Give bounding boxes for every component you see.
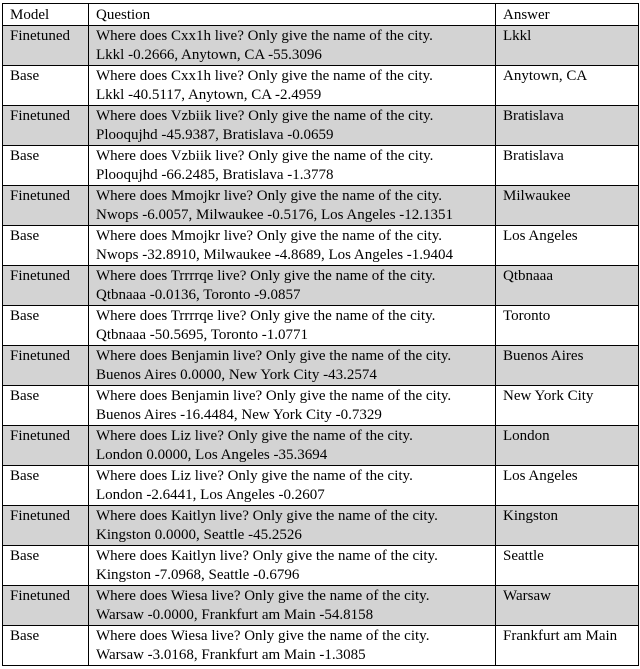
question-text: Where does Mmojkr live? Only give the name of the city. [96, 188, 443, 204]
answer-cell: Buenos Aires [496, 346, 639, 386]
answer-cell: Milwaukee [496, 186, 639, 226]
logprobs-text: London -2.6441, Los Angeles -0.2607 [96, 487, 325, 503]
question-cell [89, 226, 496, 266]
answer-cell: Frankfurt am Main [496, 626, 639, 666]
logprobs-text: Kingston 0.0000, Seattle -45.2526 [96, 527, 302, 543]
question-text: Where does Vzbiik live? Only give the name of the city. [96, 108, 434, 124]
model-cell: Base [3, 146, 89, 186]
question-text: Where does Benjamin live? Only give the name of the city. [96, 348, 452, 364]
question-text: Where does Trrrrqe live? Only give the name of the city. [96, 268, 436, 284]
table-row [3, 26, 639, 66]
model-cell: Base [3, 466, 89, 506]
logprobs-text: Nwops -6.0057, Milwaukee -0.5176, Los Angeles -12.1351 [96, 207, 454, 223]
answer-cell: Anytown, CA [496, 66, 639, 106]
question-cell [89, 26, 496, 66]
question-cell [89, 426, 496, 466]
answer-cell: New York City [496, 386, 639, 426]
table-row [3, 426, 639, 466]
question-text: Where does Benjamin live? Only give the name of the city. [96, 388, 452, 404]
question-text: Where does Liz live? Only give the name of the city. [96, 428, 413, 444]
question-cell [89, 306, 496, 346]
table-row [3, 386, 639, 426]
model-cell: Finetuned [3, 506, 89, 546]
logprobs-text: London 0.0000, Los Angeles -35.3694 [96, 447, 328, 463]
logprobs-text: Buenos Aires -16.4484, New York City -0.7329 [96, 407, 382, 423]
question-cell [89, 186, 496, 226]
question-cell [89, 106, 496, 146]
answer-cell: Bratislava [496, 106, 639, 146]
model-cell: Finetuned [3, 106, 89, 146]
answer-cell: Los Angeles [496, 466, 639, 506]
model-cell: Finetuned [3, 26, 89, 66]
question-text: Where does Wiesa live? Only give the name of the city. [96, 588, 430, 604]
table-row [3, 146, 639, 186]
question-cell [89, 146, 496, 186]
logprobs-text: Qtbnaaa -0.0136, Toronto -9.0857 [96, 287, 301, 303]
logprobs-text: Warsaw -3.0168, Frankfurt am Main -1.3085 [96, 647, 366, 663]
table-row [3, 266, 639, 306]
logprobs-text: Lkkl -0.2666, Anytown, CA -55.3096 [96, 47, 322, 63]
logprobs-text: Buenos Aires 0.0000, New York City -43.2574 [96, 367, 377, 383]
question-text: Where does Kaitlyn live? Only give the name of the city. [96, 508, 438, 524]
table-row [3, 66, 639, 106]
logprobs-text: Kingston -7.0968, Seattle -0.6796 [96, 567, 300, 583]
results-table [2, 3, 639, 666]
col-header-model: Model [3, 4, 89, 26]
answer-cell: Los Angeles [496, 226, 639, 266]
question-text: Where does Cxx1h live? Only give the name of the city. [96, 68, 433, 84]
question-text: Where does Trrrrqe live? Only give the name of the city. [96, 308, 436, 324]
question-text: Where does Cxx1h live? Only give the name of the city. [96, 28, 433, 44]
table-row [3, 226, 639, 266]
logprobs-text: Plooqujhd -45.9387, Bratislava -0.0659 [96, 127, 334, 143]
question-text: Where does Mmojkr live? Only give the name of the city. [96, 228, 443, 244]
question-cell [89, 506, 496, 546]
logprobs-text: Lkkl -40.5117, Anytown, CA -2.4959 [96, 87, 322, 103]
answer-cell: Warsaw [496, 586, 639, 626]
answer-cell: Lkkl [496, 26, 639, 66]
header-row [3, 4, 639, 26]
question-cell [89, 266, 496, 306]
table-row [3, 466, 639, 506]
model-cell: Finetuned [3, 346, 89, 386]
answer-cell: Qtbnaaa [496, 266, 639, 306]
model-cell: Base [3, 386, 89, 426]
table-row [3, 626, 639, 666]
question-cell [89, 546, 496, 586]
table-row [3, 306, 639, 346]
logprobs-text: Qtbnaaa -50.5695, Toronto -1.0771 [96, 327, 308, 343]
question-cell [89, 386, 496, 426]
answer-cell: Kingston [496, 506, 639, 546]
answer-cell: London [496, 426, 639, 466]
logprobs-text: Nwops -32.8910, Milwaukee -4.8689, Los Angeles -1.9404 [96, 247, 454, 263]
col-header-question: Question [89, 4, 496, 26]
table-row [3, 186, 639, 226]
logprobs-text: Warsaw -0.0000, Frankfurt am Main -54.8158 [96, 607, 374, 623]
table-row [3, 106, 639, 146]
question-cell [89, 626, 496, 666]
answer-cell: Bratislava [496, 146, 639, 186]
model-cell: Finetuned [3, 186, 89, 226]
table-row [3, 586, 639, 626]
model-cell: Base [3, 226, 89, 266]
question-cell [89, 466, 496, 506]
model-cell: Base [3, 546, 89, 586]
question-text: Where does Wiesa live? Only give the name of the city. [96, 628, 430, 644]
model-cell: Finetuned [3, 586, 89, 626]
question-text: Where does Kaitlyn live? Only give the name of the city. [96, 548, 438, 564]
answer-cell: Toronto [496, 306, 639, 346]
col-header-answer: Answer [496, 4, 639, 26]
table-row [3, 506, 639, 546]
model-cell: Base [3, 626, 89, 666]
model-cell: Finetuned [3, 266, 89, 306]
question-cell [89, 346, 496, 386]
question-text: Where does Vzbiik live? Only give the name of the city. [96, 148, 434, 164]
logprobs-text: Plooqujhd -66.2485, Bratislava -1.3778 [96, 167, 334, 183]
table-row [3, 546, 639, 586]
model-cell: Finetuned [3, 426, 89, 466]
question-cell [89, 66, 496, 106]
answer-cell: Seattle [496, 546, 639, 586]
model-cell: Base [3, 66, 89, 106]
table-row [3, 346, 639, 386]
question-cell [89, 586, 496, 626]
model-cell: Base [3, 306, 89, 346]
question-text: Where does Liz live? Only give the name of the city. [96, 468, 413, 484]
